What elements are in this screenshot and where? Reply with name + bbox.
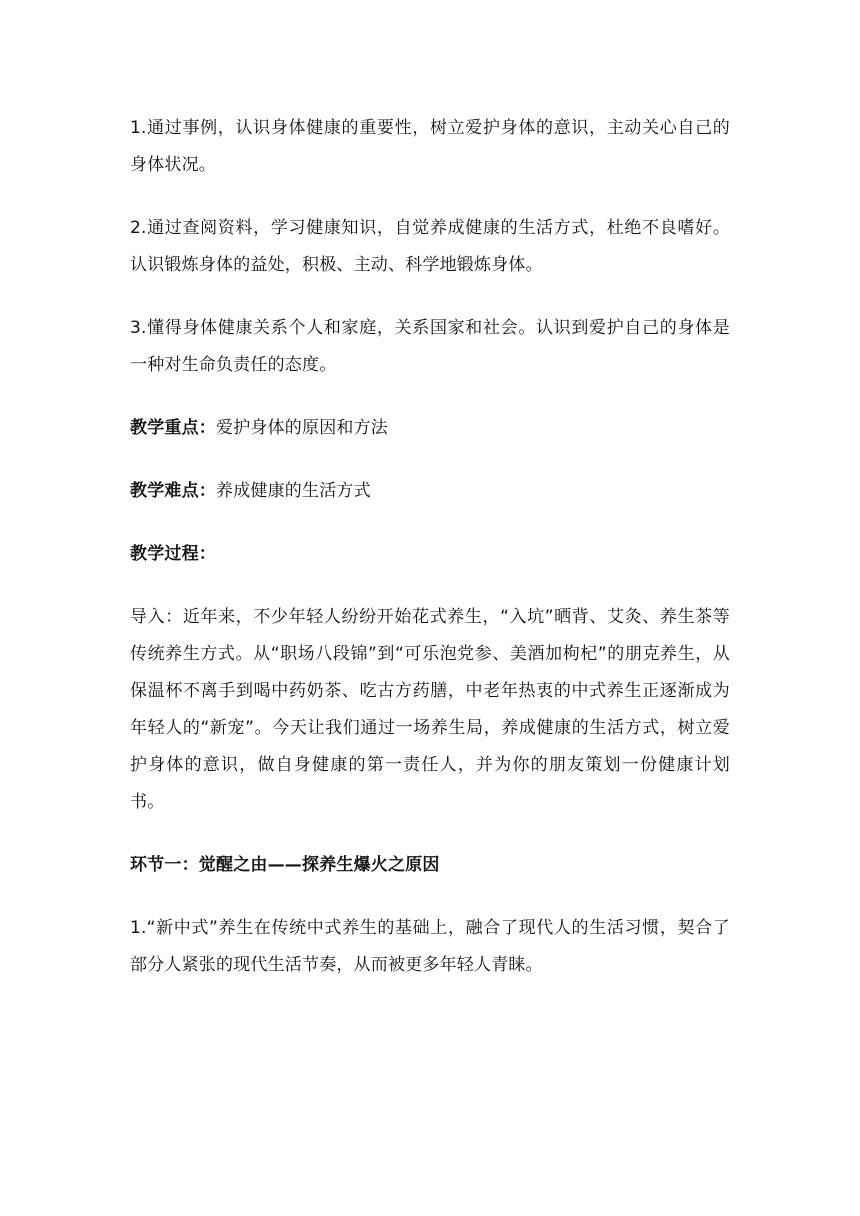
process-heading: 教学过程： — [130, 544, 216, 564]
document-content — [130, 110, 730, 1010]
key-point-label: 教学重点： — [130, 418, 216, 438]
section1-point-1: 1.“新中式”养生在传统中式养生的基础上，融合了现代人的生活习惯，契合了部分人紧张的现代生活节奏，从而被更多年轻人青睐。 — [130, 918, 730, 975]
key-point-line — [130, 410, 730, 447]
intro-paragraph: 导入：近年来，不少年轻人纷纷开始花式养生，“入坑”晒背、艾灸、养生茶等传统养生方式。从“职场八段锦”到“可乐泡党参、美酒加枸杞”的朋克养生，从保温杯不离手到喝中药奶茶、吃古方药膳，中老年热衷的中式养生正逐渐成为年轻人的“新宠”。今天让我们通过一场养生局，养成健康的生活方式，树立爱护身体的意识，做自身健康的第一责任人，并为你的朋友策划一份健康计划书。 — [130, 607, 730, 812]
difficulty-line — [130, 473, 730, 510]
section1-heading: 环节一：觉醒之由——探养生爆火之原因 — [130, 855, 440, 875]
objective-3: 3.懂得身体健康关系个人和家庭，关系国家和社会。认识到爱护自己的身体是一种对生命负责任的态度。 — [130, 318, 730, 375]
difficulty-label: 教学难点： — [130, 481, 216, 501]
objective-1: 1.通过事例，认识身体健康的重要性，树立爱护身体的意识，主动关心自己的身体状况。 — [130, 118, 730, 175]
objective-2: 2.通过查阅资料，学习健康知识，自觉养成健康的生活方式，杜绝不良嗜好。认识锻炼身体的益处，积极、主动、科学地锻炼身体。 — [130, 218, 730, 275]
difficulty-text: 养成健康的生活方式 — [216, 481, 371, 501]
key-point-text: 爱护身体的原因和方法 — [216, 418, 388, 438]
